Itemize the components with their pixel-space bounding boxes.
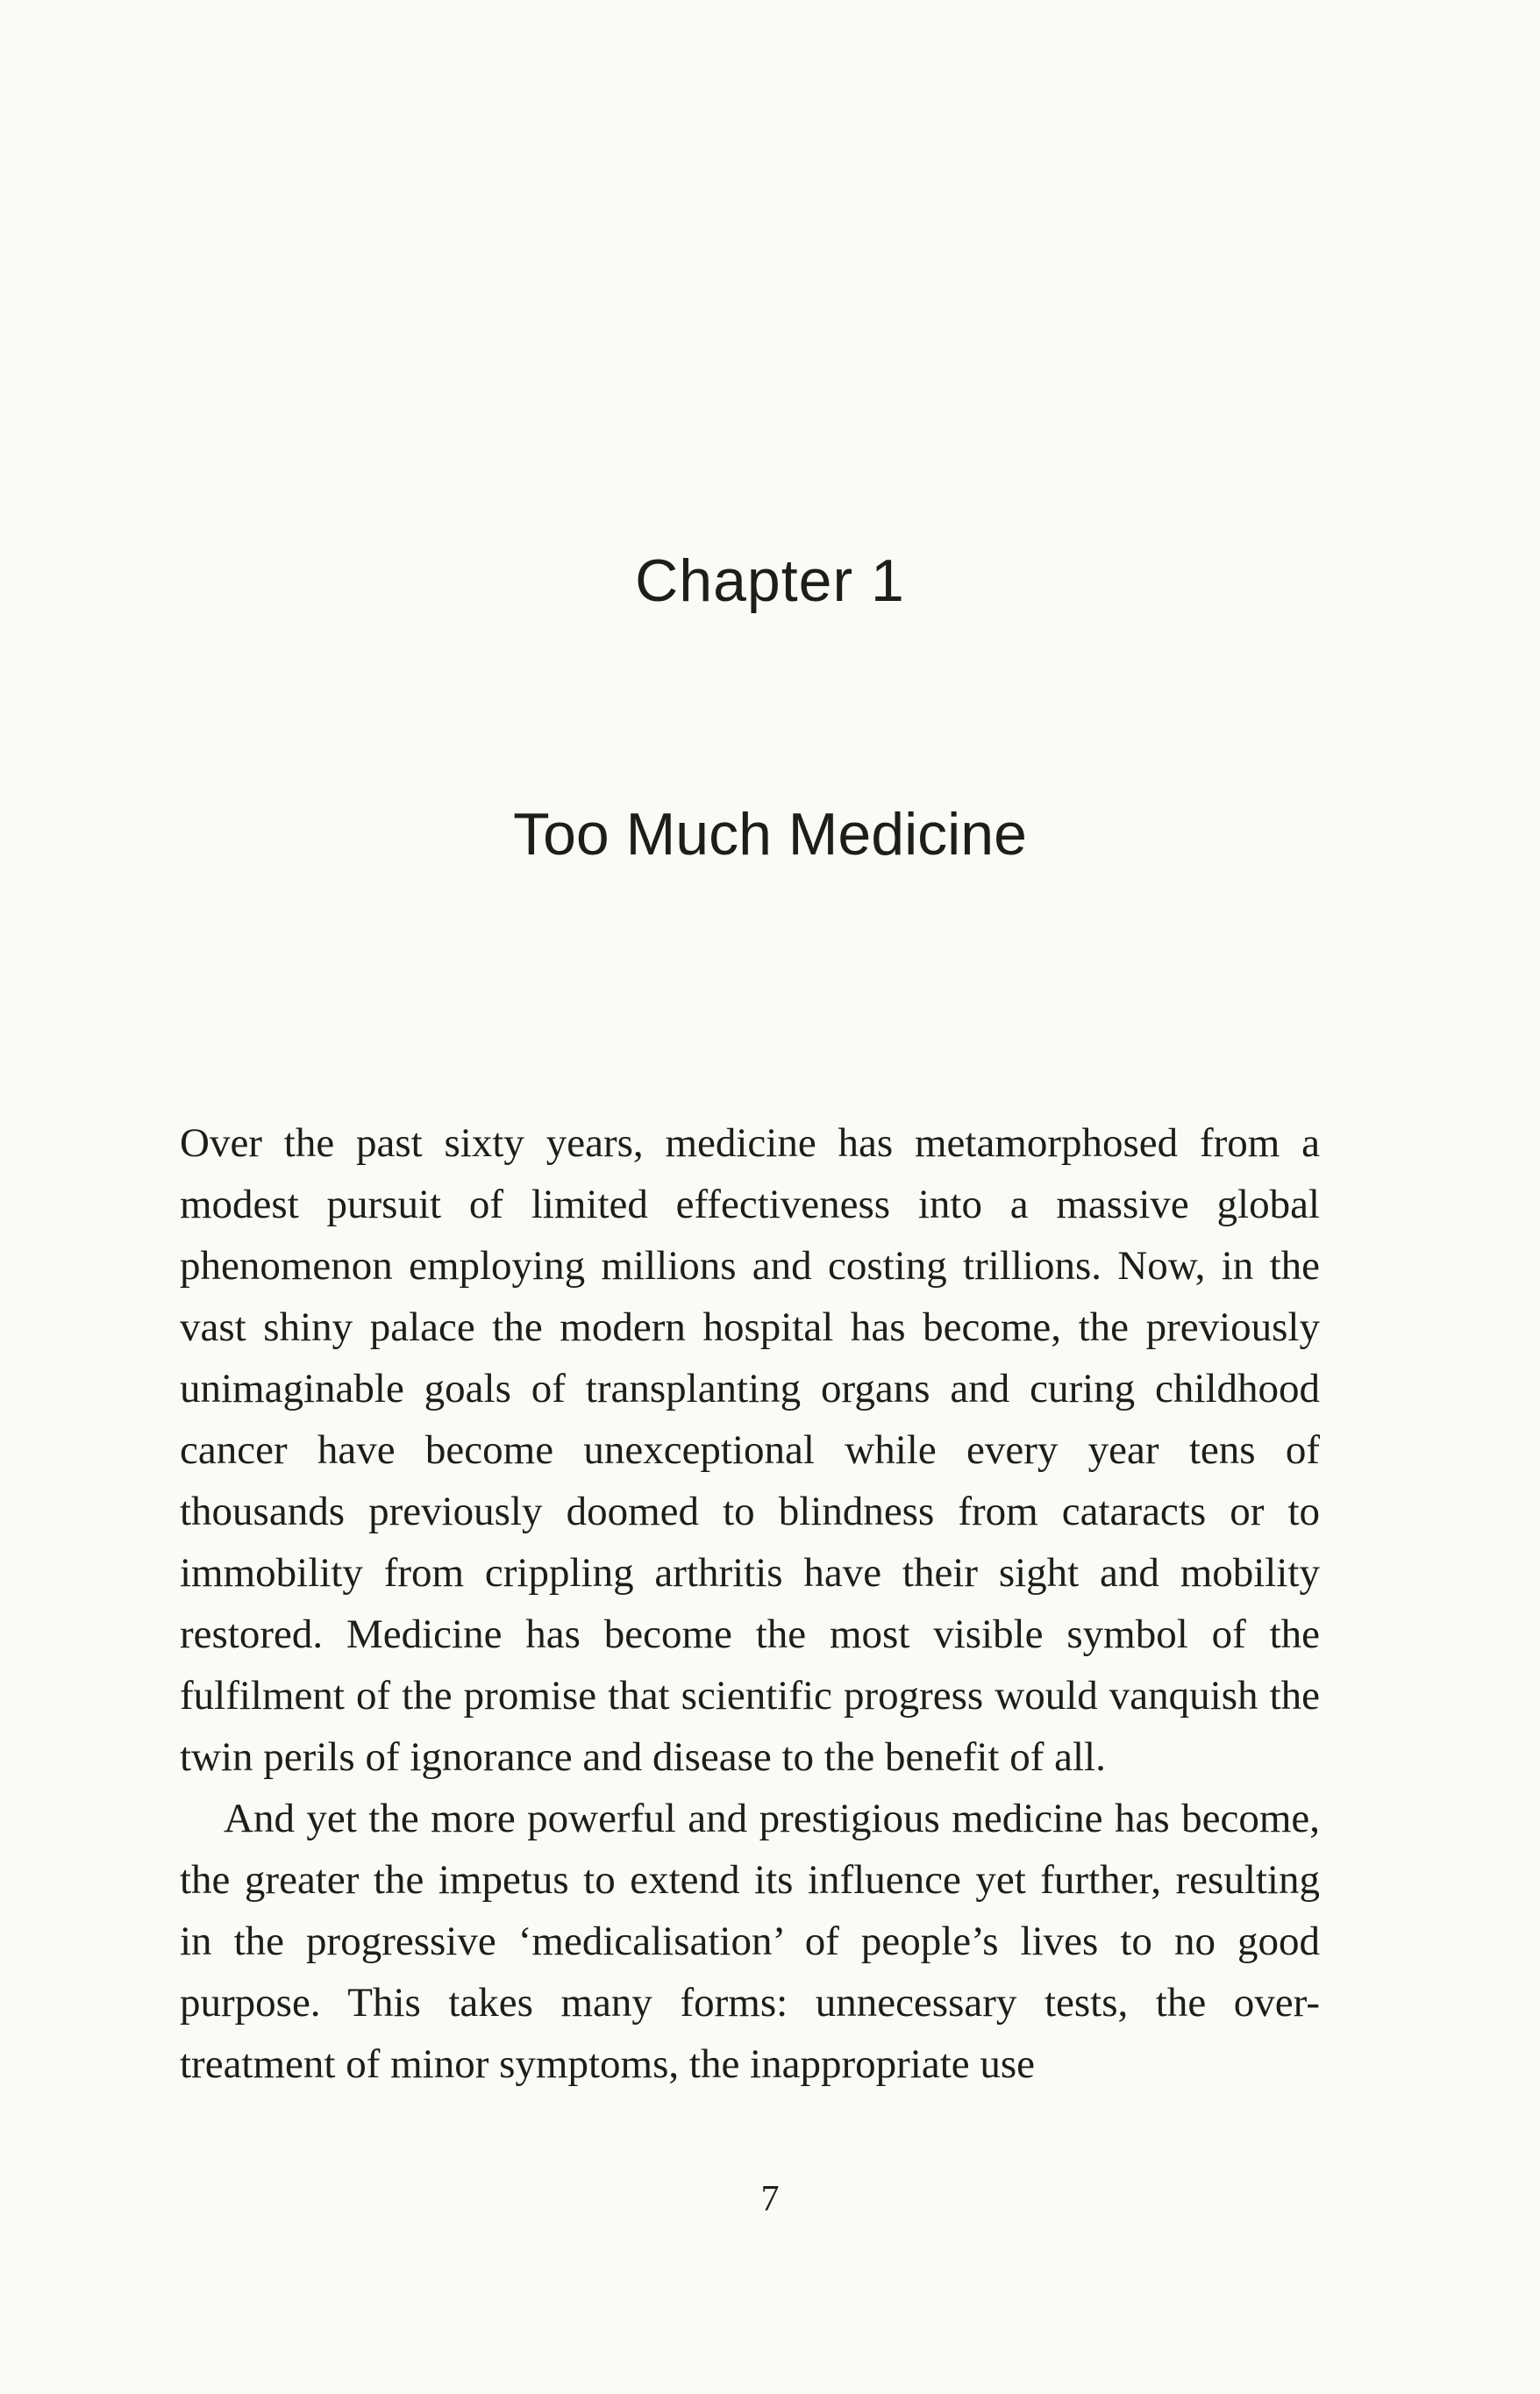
paragraph-1: Over the past sixty years, medicine has metamorphosed from a modest pursuit of limited effectiveness into a massive global phenomenon employing millions and costing trillions. Now, in the vast shiny palace the modern hospital has become, the previously unimaginable goals of transplanting organs and curing childhood cancer have become unexceptional while every year tens of thousands previously doomed to blindness from cataracts or to immobility from crippling arthritis have their sight and mobility restored. Medicine has become the most visible symbol of the fulfilment of the promise that scientific progress would vanquish the twin perils of ignorance and disease to the benefit of all. — [180, 1120, 1320, 1780]
body-text — [180, 1112, 1320, 2095]
page-number: 7 — [760, 2179, 780, 2219]
chapter-title: Too Much Medicine — [513, 801, 1027, 868]
chapter-label: Chapter 1 — [635, 547, 905, 614]
paragraph-2: And yet the more powerful and prestigious medicine has become, the greater the impetus to extend its influence yet further, resulting in the progressive ‘medicalisation’ of people’s lives to no good purpose. This takes many forms: unnecessary tests, the over-treatment of minor symptoms, the inappropriate use — [180, 1796, 1320, 2087]
